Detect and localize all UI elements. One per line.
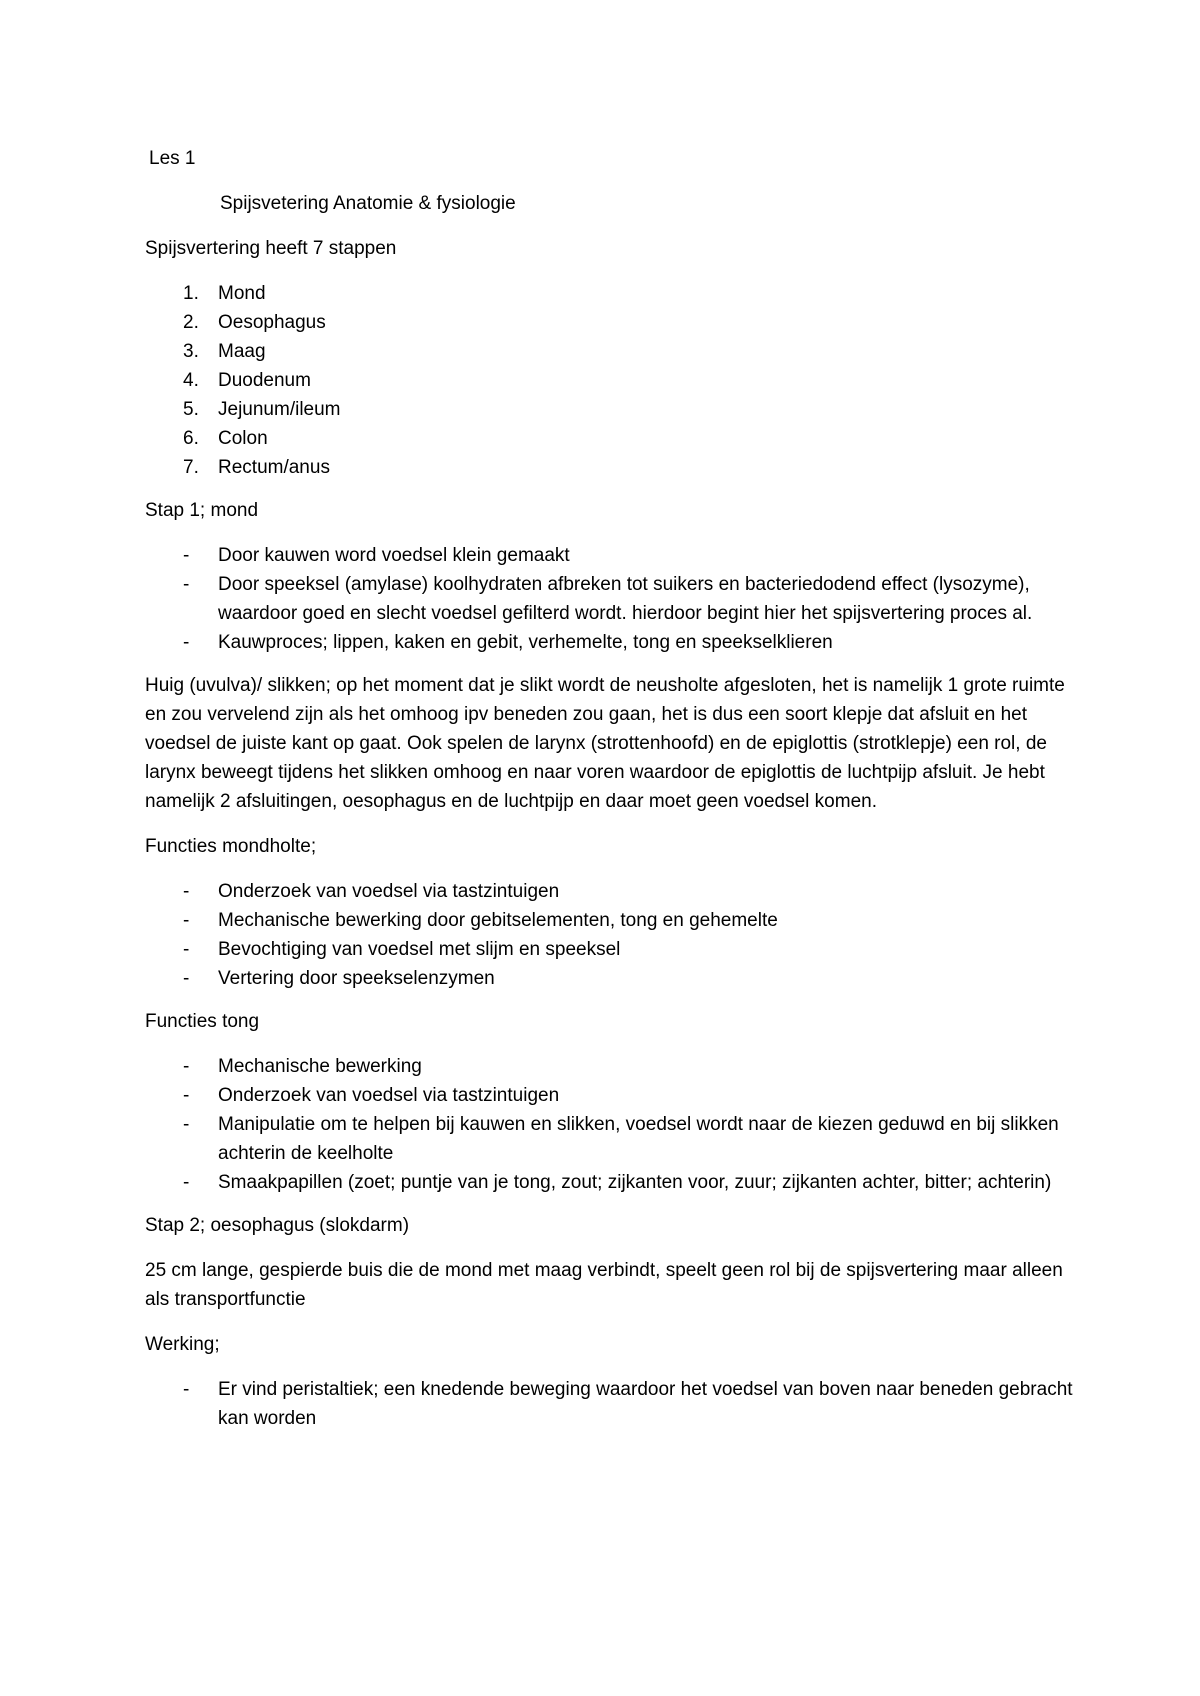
list-item	[145, 1110, 1075, 1168]
list-item-text: Maag	[218, 341, 266, 362]
document-subtitle: Spijsvetering Anatomie & fysiologie	[220, 193, 516, 214]
bullet-dash: -	[183, 968, 190, 989]
tong-bullets	[145, 1052, 1075, 1197]
list-item-text: Jejunum/ileum	[218, 399, 341, 420]
stap2-heading: Stap 2; oesophagus (slokdarm)	[145, 1215, 410, 1236]
lesson-title: Les 1	[149, 148, 196, 169]
list-number: 4.	[183, 370, 199, 391]
list-number: 2.	[183, 312, 199, 333]
list-item-text: Kauwproces; lippen, kaken en gebit, verhemelte, tong en speekselklieren	[218, 632, 833, 653]
bullet-dash: -	[183, 632, 190, 653]
mondholte-bullets	[145, 877, 1075, 993]
list-item	[145, 1052, 1075, 1081]
list-item	[145, 935, 1075, 964]
list-item	[145, 337, 1075, 366]
bullet-dash: -	[183, 545, 190, 566]
list-number: 3.	[183, 341, 199, 362]
bullet-dash: -	[183, 1379, 190, 1400]
bullet-dash: -	[183, 574, 190, 595]
bullet-dash: -	[183, 910, 190, 931]
tong-heading: Functies tong	[145, 1011, 260, 1032]
mondholte-heading: Functies mondholte;	[145, 836, 317, 857]
stap1-heading: Stap 1; mond	[145, 500, 259, 521]
list-item-text: Er vind peristaltiek; een knedende beweging waardoor het voedsel van boven naar beneden gebracht kan worden	[218, 1379, 1073, 1429]
list-item-text: Onderzoek van voedsel via tastzintuigen	[218, 1085, 560, 1106]
list-item	[145, 395, 1075, 424]
bullet-dash: -	[183, 1085, 190, 1106]
steps-list	[145, 279, 1075, 482]
list-item-text: Colon	[218, 428, 268, 449]
intro-line: Spijsvertering heeft 7 stappen	[145, 238, 397, 259]
list-item-text: Door kauwen word voedsel klein gemaakt	[218, 545, 570, 566]
list-item-text: Duodenum	[218, 370, 311, 391]
bullet-dash: -	[183, 1172, 190, 1193]
list-item	[145, 453, 1075, 482]
list-number: 7.	[183, 457, 199, 478]
stap2-paragraph: 25 cm lange, gespierde buis die de mond met maag verbindt, speelt geen rol bij de spijsvertering maar alleen als transportfunctie	[145, 1260, 1063, 1310]
document-body	[145, 144, 1075, 1447]
list-item	[145, 964, 1075, 993]
list-item	[145, 877, 1075, 906]
list-item	[145, 628, 1075, 657]
bullet-dash: -	[183, 939, 190, 960]
list-item	[145, 279, 1075, 308]
stap1-bullets	[145, 541, 1075, 657]
list-item	[145, 308, 1075, 337]
list-number: 1.	[183, 283, 199, 304]
list-item	[145, 424, 1075, 453]
list-item	[145, 1375, 1075, 1433]
list-item	[145, 541, 1075, 570]
list-item	[145, 570, 1075, 628]
list-item	[145, 1081, 1075, 1110]
list-item-text: Vertering door speekselenzymen	[218, 968, 495, 989]
list-item-text: Mechanische bewerking	[218, 1056, 422, 1077]
list-item-text: Door speeksel (amylase) koolhydraten afbreken tot suikers en bacteriedodend effect (lysozyme), waardoor goed en slecht voedsel gefilterd wordt. hierdoor begint hier het spijsvertering proces al.	[218, 574, 1033, 624]
list-item	[145, 366, 1075, 395]
bullet-dash: -	[183, 881, 190, 902]
list-item-text: Mechanische bewerking door gebitselementen, tong en gehemelte	[218, 910, 778, 931]
list-item-text: Mond	[218, 283, 266, 304]
list-item	[145, 1168, 1075, 1197]
list-item-text: Oesophagus	[218, 312, 326, 333]
list-number: 6.	[183, 428, 199, 449]
list-item-text: Smaakpapillen (zoet; puntje van je tong, zout; zijkanten voor, zuur; zijkanten achter, bitter; achterin)	[218, 1172, 1052, 1193]
bullet-dash: -	[183, 1056, 190, 1077]
list-number: 5.	[183, 399, 199, 420]
list-item	[145, 906, 1075, 935]
list-item-text: Manipulatie om te helpen bij kauwen en slikken, voedsel wordt naar de kiezen geduwd en bij slikken achterin de keelholte	[218, 1114, 1059, 1164]
werking-heading: Werking;	[145, 1334, 220, 1355]
huig-paragraph: Huig (uvulva)/ slikken; op het moment dat je slikt wordt de neusholte afgesloten, het is namelijk 1 grote ruimte en zou vervelend zijn als het omhoog ipv beneden zou gaan, het is dus een soort klepje dat afsluit en het voedsel de juiste kant op gaat. Ook spelen de larynx (strottenhoofd) en de epiglottis (strotklepje) een rol, de larynx beweegt tijdens het slikken omhoog en naar voren waardoor de epiglottis de luchtpijp afsluit. Je hebt namelijk 2 afsluitingen, oesophagus en de luchtpijp en daar moet geen voedsel komen.	[145, 675, 1065, 812]
werking-bullets	[145, 1375, 1075, 1433]
list-item-text: Bevochtiging van voedsel met slijm en speeksel	[218, 939, 621, 960]
list-item-text: Rectum/anus	[218, 457, 330, 478]
bullet-dash: -	[183, 1114, 190, 1135]
list-item-text: Onderzoek van voedsel via tastzintuigen	[218, 881, 560, 902]
